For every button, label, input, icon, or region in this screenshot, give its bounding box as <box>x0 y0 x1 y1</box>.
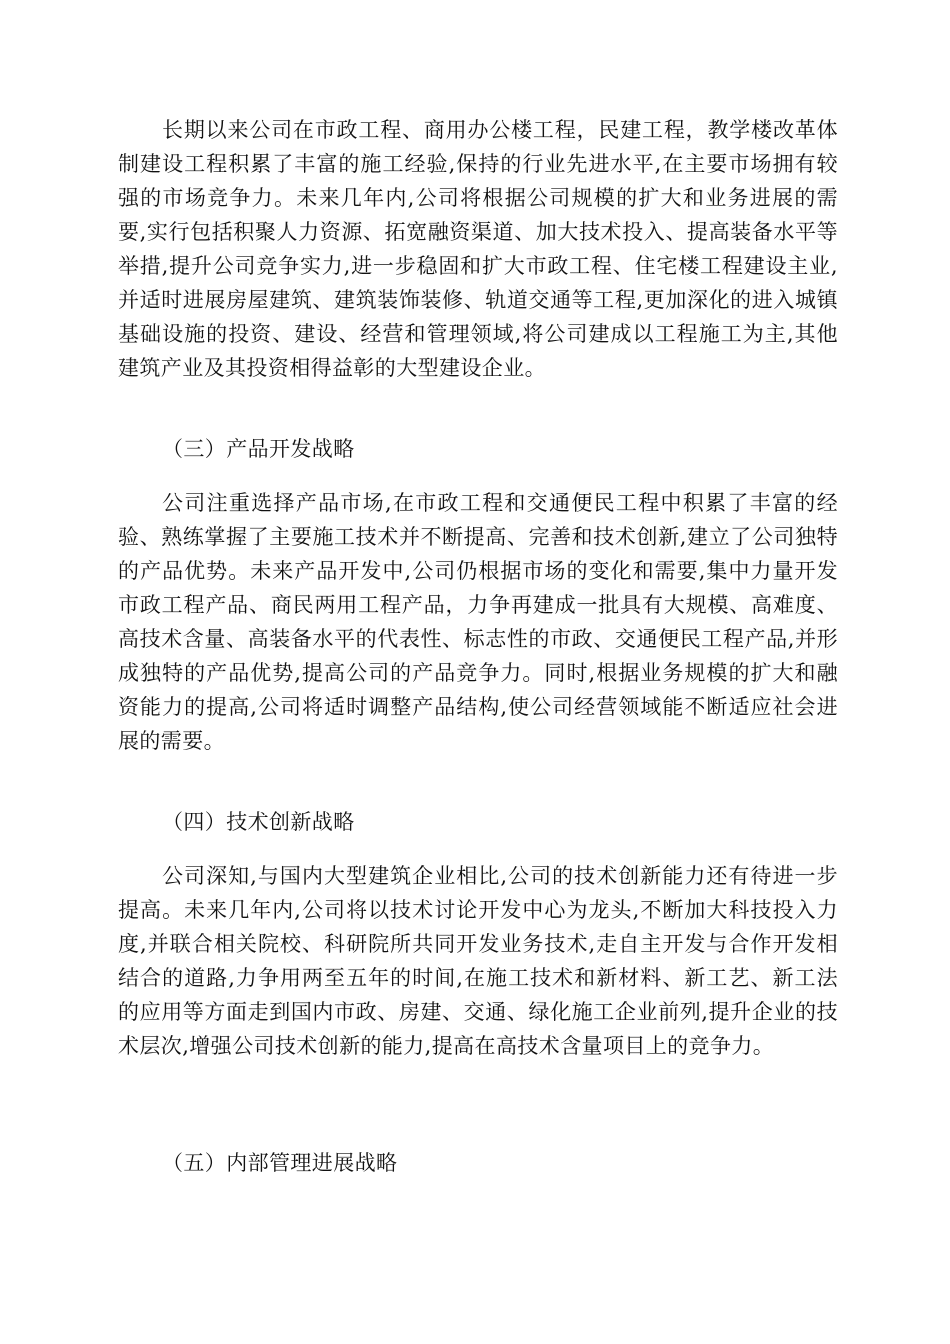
paragraph-product-development: 公司注重选择产品市场,在市政工程和交通便民工程中积累了丰富的经验、熟练掌握了主要施工技术并不断提高、完善和技术创新,建立了公司独特的产品优势。未来产品开发中,公司仍根据市场的变化和需要,集中力量开发市政工程产品、商民两用工程产品，力争再建成一批具有大规模、高难度、高技术含量、高装备水平的代表性、标志性的市政、交通便民工程产品,并形成独特的产品优势,提高公司的产品竞争力。同时,根据业务规模的扩大和融资能力的提高,公司将适时调整产品结构,使公司经营领域能不断适应社会进展的需要。 <box>118 491 838 753</box>
heading-technical-innovation: （四）技术创新战略 <box>162 810 355 834</box>
heading-internal-management: （五）内部管理进展战略 <box>162 1151 398 1175</box>
heading-product-development: （三）产品开发战略 <box>162 437 355 461</box>
paragraph-market-strategy: 长期以来公司在市政工程、商用办公楼工程，民建工程，教学楼改革体制建设工程积累了丰富的施工经验,保持的行业先进水平,在主要市场拥有较强的市场竞争力。未来几年内,公司将根据公司规模的扩大和业务进展的需要,实行包括积聚人力资源、拓宽融资渠道、加大技术投入、提高装备水平等举措,提升公司竞争实力,进一步稳固和扩大市政工程、住宅楼工程建设主业,并适时进展房屋建筑、建筑装饰装修、轨道交通等工程,更加深化的进入城镇基础设施的投资、建设、经营和管理领域,将公司建成以工程施工为主,其他建筑产业及其投资相得益彰的大型建设企业。 <box>118 118 838 380</box>
paragraph-technical-innovation: 公司深知,与国内大型建筑企业相比,公司的技术创新能力还有待进一步提高。未来几年内,公司将以技术讨论开发中心为龙头,不断加大科技投入力度,并联合相关院校、科研院所共同开发业务技术,走自主开发与合作开发相结合的道路,力争用两至五年的时间,在施工技术和新材料、新工艺、新工法的应用等方面走到国内市政、房建、交通、绿化施工企业前列,提升企业的技术层次,增强公司技术创新的能力,提高在高技术含量项目上的竞争力。 <box>118 864 838 1058</box>
